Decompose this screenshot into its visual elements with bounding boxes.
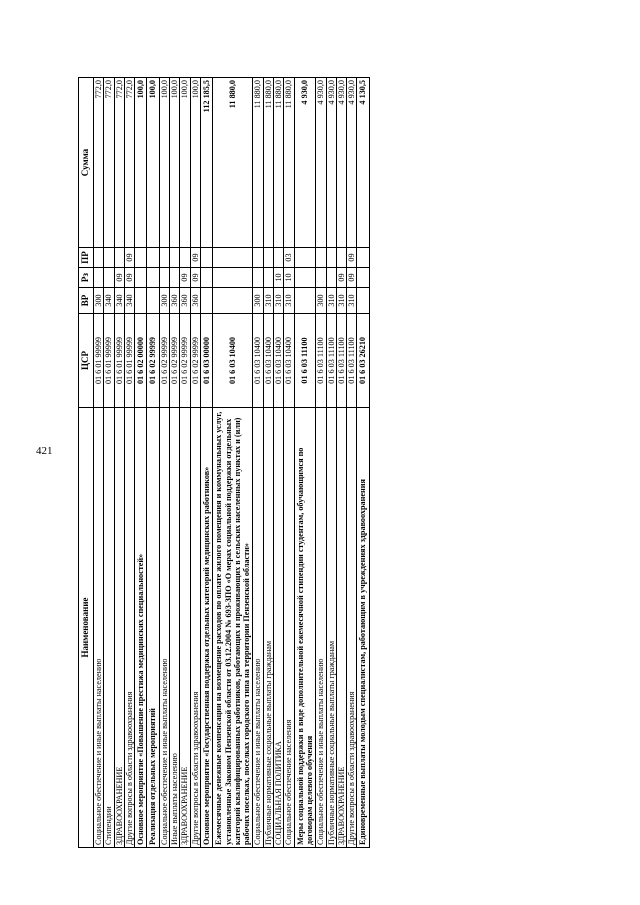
cell-sum: 772,0 [124,78,134,248]
cell-sum: 4 930,0 [316,78,326,248]
cell-rz [263,268,273,288]
cell-rz [200,268,212,288]
table-row [124,78,134,848]
table-row [263,78,273,848]
table-row [180,78,190,848]
cell-sum: 772,0 [114,78,124,248]
header-name: Наименование [79,408,94,848]
table-row [347,78,357,848]
cell-name: ЗДРАВООХРАНЕНИЕ [180,408,190,848]
cell-vr [357,288,369,314]
cell-csr: 01 6 03 11100 [347,314,357,408]
cell-pr [253,248,263,268]
cell-vr: 310 [326,288,336,314]
header-rz: Рз [79,268,94,288]
cell-csr: 01 6 02 99999 [170,314,180,408]
cell-name: Другие вопросы в области здравоохранения [190,408,200,848]
cell-vr: 340 [114,288,124,314]
table-row [316,78,326,848]
cell-pr [180,248,190,268]
table-row [284,78,294,848]
cell-rz: 09 [336,268,346,288]
table-row [104,78,114,848]
cell-rz [253,268,263,288]
cell-rz: 10 [284,268,294,288]
cell-sum: 4 930,0 [336,78,346,248]
cell-vr: 340 [104,288,114,314]
cell-sum: 4 130,5 [357,78,369,248]
cell-vr: 310 [263,288,273,314]
cell-name: СОЦИАЛЬНАЯ ПОЛИТИКА [274,408,284,848]
cell-csr: 01 6 03 11100 [326,314,336,408]
cell-vr: 300 [253,288,263,314]
cell-rz: 09 [124,268,134,288]
cell-sum: 112 185,5 [200,78,212,248]
cell-name: ЗДРАВООХРАНЕНИЕ [114,408,124,848]
cell-csr: 01 6 03 26210 [357,314,369,408]
cell-pr [114,248,124,268]
cell-pr [274,248,284,268]
cell-csr: 01 6 03 10400 [253,314,263,408]
cell-vr: 310 [336,288,346,314]
cell-name: Социальное обеспечение и иные выплаты населению [316,408,326,848]
cell-pr [357,248,369,268]
table-row [159,78,169,848]
table-row [326,78,336,848]
table-row [147,78,159,848]
table-row [135,78,147,848]
cell-csr: 01 6 03 10400 [274,314,284,408]
cell-sum: 11 880,0 [284,78,294,248]
cell-name: Публичные нормативные социальные выплаты гражданам [326,408,336,848]
cell-sum: 4 930,0 [347,78,357,248]
cell-sum: 4 930,0 [294,78,316,248]
cell-name: Стипендии [104,408,114,848]
cell-sum: 11 880,0 [253,78,263,248]
cell-csr: 01 6 03 11100 [316,314,326,408]
cell-name: Реализация отдельных мероприятий [147,408,159,848]
cell-name: Ежемесячные денежные компенсации на возмещение расходов по оплате жилого помещения и коммунальных услуг, установленные Законом Пензенской области от 03.12.2004 № 693-ЗПО «О мерах социальной поддержки отдельных категорий квалифицированных работников, работающих и проживающих в сельских населенных пунктах и (или) рабочих поселках, поселках городского типа на территории Пензенской области» [213,408,253,848]
cell-sum: 11 880,0 [263,78,273,248]
cell-rz: 09 [347,268,357,288]
cell-pr [104,248,114,268]
table-row [294,78,316,848]
cell-name: Меры социальной поддержки в виде дополнительной ежемесячной стипендии студентам, обучающимся по договорам целевого обучения [294,408,316,848]
cell-pr [170,248,180,268]
cell-rz [135,268,147,288]
cell-sum: 100,0 [159,78,169,248]
cell-csr: 01 6 03 10400 [284,314,294,408]
cell-rz [104,268,114,288]
cell-rz [294,268,316,288]
table-row [200,78,212,848]
cell-rz: 09 [114,268,124,288]
cell-name: Социальное обеспечение и иные выплаты населению [253,408,263,848]
cell-vr [135,288,147,314]
cell-sum: 772,0 [94,78,104,248]
cell-csr: 01 6 03 11100 [294,314,316,408]
table-row [213,78,253,848]
cell-sum: 11 880,0 [274,78,284,248]
cell-rz [357,268,369,288]
cell-csr: 01 6 01 99999 [94,314,104,408]
table-row [114,78,124,848]
cell-vr: 360 [180,288,190,314]
cell-csr: 01 6 03 10400 [263,314,273,408]
cell-rz: 10 [274,268,284,288]
cell-rz: 09 [190,268,200,288]
cell-csr: 01 6 02 00000 [135,314,147,408]
cell-pr: 09 [347,248,357,268]
cell-sum: 100,0 [170,78,180,248]
cell-sum: 772,0 [104,78,114,248]
cell-rz [316,268,326,288]
cell-vr: 300 [316,288,326,314]
cell-name: Социальное обеспечение и иные выплаты населению [159,408,169,848]
table-row [253,78,263,848]
cell-name: Единовременные выплаты молодым специалистам, работающим в учреждениях здравоохранения [357,408,369,848]
cell-csr: 01 6 03 11100 [336,314,346,408]
table-row [94,78,104,848]
cell-rz: 09 [180,268,190,288]
cell-pr [263,248,273,268]
budget-table [78,77,370,848]
cell-vr: 360 [170,288,180,314]
cell-vr: 310 [347,288,357,314]
cell-csr: 01 6 01 99999 [124,314,134,408]
budget-table-container [78,78,543,848]
table-header-row [79,78,94,848]
cell-vr [213,288,253,314]
cell-vr: 360 [190,288,200,314]
cell-rz [170,268,180,288]
cell-name: Другие вопросы в области здравоохранения [347,408,357,848]
cell-name: Социальное обеспечение и иные выплаты населению [94,408,104,848]
header-csr: ЦСР [79,314,94,408]
cell-name: Основное мероприятие «Повышение престижа медицинских специальностей» [135,408,147,848]
cell-vr [294,288,316,314]
cell-csr: 01 6 02 99999 [159,314,169,408]
table-row [190,78,200,848]
cell-csr: 01 6 02 99999 [147,314,159,408]
cell-rz [326,268,336,288]
cell-vr: 340 [124,288,134,314]
cell-csr: 01 6 03 00000 [200,314,212,408]
cell-csr: 01 6 02 99999 [180,314,190,408]
cell-pr: 03 [284,248,294,268]
cell-vr: 310 [284,288,294,314]
cell-pr [294,248,316,268]
page-number: 421 [36,445,53,457]
cell-csr: 01 6 01 99999 [104,314,114,408]
cell-name: ЗДРАВООХРАНЕНИЕ [336,408,346,848]
cell-pr [159,248,169,268]
cell-vr: 300 [159,288,169,314]
cell-pr [316,248,326,268]
table-row [170,78,180,848]
cell-csr: 01 6 02 99999 [190,314,200,408]
cell-rz [213,268,253,288]
cell-pr [213,248,253,268]
cell-name: Публичные нормативные социальные выплаты гражданам [263,408,273,848]
header-vr: ВР [79,288,94,314]
cell-vr: 310 [274,288,284,314]
cell-name: Иные выплаты населению [170,408,180,848]
cell-csr: 01 6 01 99999 [114,314,124,408]
cell-name: Социальное обеспечение населения [284,408,294,848]
cell-sum: 11 880,0 [213,78,253,248]
cell-pr [326,248,336,268]
cell-name: Основное мероприятие «Государственная поддержка отдельных категорий медицинских работников» [200,408,212,848]
header-pr: ПР [79,248,94,268]
cell-rz [94,268,104,288]
cell-rz [159,268,169,288]
cell-pr: 09 [190,248,200,268]
cell-vr [147,288,159,314]
cell-pr [135,248,147,268]
table-row [357,78,369,848]
header-sum: Сумма [79,78,94,248]
cell-rz [147,268,159,288]
cell-sum: 100,0 [147,78,159,248]
cell-csr: 01 6 03 10400 [213,314,253,408]
cell-pr [94,248,104,268]
cell-pr [336,248,346,268]
cell-vr: 300 [94,288,104,314]
cell-sum: 4 930,0 [326,78,336,248]
cell-sum: 100,0 [180,78,190,248]
cell-sum: 100,0 [190,78,200,248]
cell-pr: 09 [124,248,134,268]
cell-sum: 100,0 [135,78,147,248]
table-body [94,78,370,848]
cell-pr [200,248,212,268]
table-row [336,78,346,848]
cell-vr [200,288,212,314]
cell-pr [147,248,159,268]
table-row [274,78,284,848]
cell-name: Другие вопросы в области здравоохранения [124,408,134,848]
